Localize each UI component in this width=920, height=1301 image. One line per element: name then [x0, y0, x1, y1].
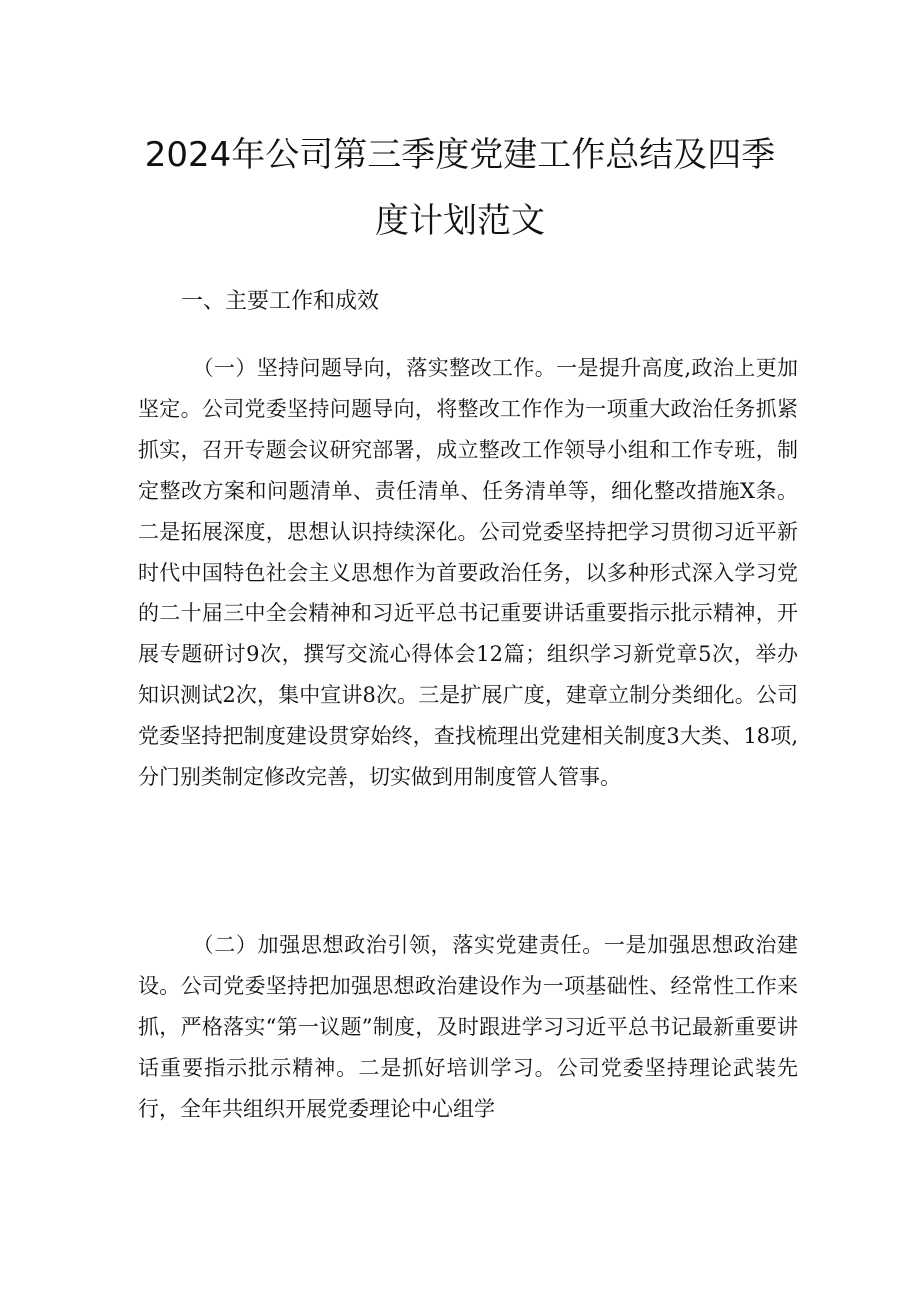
document-title-line-1: 2024年公司第三季度党建工作总结及四季 [144, 135, 776, 175]
section-heading: 一、主要工作和成效 [181, 289, 380, 314]
body-paragraph: （一）坚持问题导向，落实整改工作。一是提升高度,政治上更加坚定。公司党委坚持问题导向，将整改工作作为一项重大政治任务抓紧抓实，召开专题会议研究部署，成立整改工作领导小组和工作专班，制定整改方案和问题清单、责任清单、任务清单等，细化整改措施X条。二是拓展深度，思想认识持续深化。公司党委坚持把学习贯彻习近平新时代中国特色社会主义思想作为首要政治任务，以多种形式深入学习党的二十届三中全会精神和习近平总书记重要讲话重要指示批示精神，开展专题研讨9次，撰写交流心得体会12篇；组织学习新党章5次，举办知识测试2次，集中宣讲8次。三是扩展广度，建章立制分类细化。公司党委坚持把制度建设贯穿始终，查找梳理出党建相关制度3大类、18项,分门别类制定修改完善，切实做到用制度管人管事。 [138, 356, 798, 790]
body-paragraph: （二）加强思想政治引领，落实党建责任。一是加强思想政治建设。公司党委坚持把加强思想政治建设作为一项基础性、经常性工作来抓，严格落实“第一议题”制度，及时跟进学习习近平总书记最新重要讲话重要指示批示精神。二是抓好培训学习。公司党委坚持理论武装先行，全年共组织开展党委理论中心组学 [138, 933, 798, 1121]
document-title-line-2: 度计划范文 [375, 201, 545, 241]
